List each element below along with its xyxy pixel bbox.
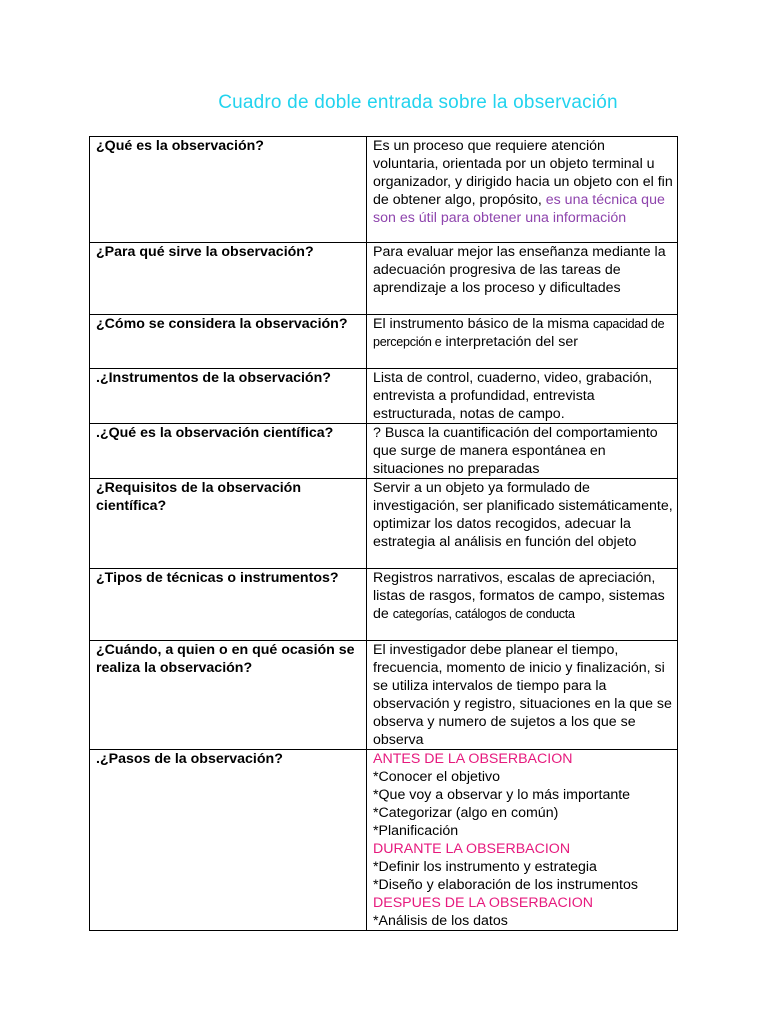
question-cell: .¿Instrumentos de la observación? bbox=[90, 369, 367, 424]
answer-cell bbox=[367, 750, 678, 931]
question-cell: .¿Qué es la observación científica? bbox=[90, 424, 367, 479]
answer-small-text: categorías, catálogos de conducta bbox=[392, 607, 575, 621]
table-row bbox=[90, 369, 678, 424]
table-row bbox=[90, 479, 678, 569]
question-cell: .¿Pasos de la observación? bbox=[90, 750, 367, 931]
answer-cell: Para evaluar mejor las enseñanza mediante la adecuación progresiva de las tareas de aprendizaje a los proceso y dificultades bbox=[367, 243, 678, 315]
table-row bbox=[90, 137, 678, 243]
question-cell: ¿Tipos de técnicas o instrumentos? bbox=[90, 569, 367, 641]
answer-cell bbox=[367, 569, 678, 641]
answer-text: El instrumento básico de la misma bbox=[373, 316, 593, 332]
step-heading: DURANTE LA OBSERBACION bbox=[373, 841, 571, 857]
question-cell: ¿Cuándo, a quien o en qué ocasión se realiza la observación? bbox=[90, 641, 367, 750]
step-item: *Que voy a observar y lo más importante bbox=[373, 787, 631, 803]
question-cell: ¿Para qué sirve la observación? bbox=[90, 243, 367, 315]
answer-cell: Lista de control, cuaderno, video, grabación, entrevista a profundidad, entrevista estructurada, notas de campo. bbox=[367, 369, 678, 424]
answer-cell bbox=[367, 315, 678, 369]
answer-highlight: es una técnica que son es útil para obtener una información bbox=[373, 192, 665, 226]
step-heading: DESPUES DE LA OBSERBACION bbox=[373, 895, 593, 911]
step-item: *Diseño y elaboración de los instrumentos bbox=[373, 877, 638, 893]
answer-text: interpretación del ser bbox=[441, 334, 578, 350]
page-title: Cuadro de doble entrada sobre la observación bbox=[218, 92, 618, 113]
table-row bbox=[90, 750, 678, 931]
table-row bbox=[90, 315, 678, 369]
step-item: *Categorizar (algo en común) bbox=[373, 805, 559, 821]
answer-cell bbox=[367, 137, 678, 243]
answer-small-text: capacidad de percepción e bbox=[373, 317, 665, 349]
step-item: *Planificación bbox=[373, 823, 459, 839]
table-row bbox=[90, 569, 678, 641]
answer-cell: Servir a un objeto ya formulado de investigación, ser planificado sistemáticamente, optimizar los datos recogidos, adecuar la estrategia al análisis en función del objeto bbox=[367, 479, 678, 569]
table-row bbox=[90, 641, 678, 750]
double-entry-table bbox=[89, 136, 678, 931]
step-item: *Análisis de los datos bbox=[373, 913, 508, 929]
answer-cell: El investigador debe planear el tiempo, frecuencia, momento de inicio y finalización, si se utiliza intervalos de tiempo para la observación y registro, situaciones en la que se observa y numero de sujetos a los que se observa bbox=[367, 641, 678, 750]
step-heading: ANTES DE LA OBSERBACION bbox=[373, 751, 573, 767]
question-cell: ¿Qué es la observación? bbox=[90, 137, 367, 243]
question-cell: ¿Cómo se considera la observación? bbox=[90, 315, 367, 369]
answer-cell: ? Busca la cuantificación del comportamiento que surge de manera espontánea en situaciones no preparadas bbox=[367, 424, 678, 479]
step-item: *Conocer el objetivo bbox=[373, 769, 500, 785]
table-row bbox=[90, 424, 678, 479]
answer-text: Es un proceso que requiere atención voluntaria, orientada por un objeto terminal u organizador, y dirigido hacia un objeto con el fin de obtener algo, propósito, bbox=[373, 138, 673, 208]
answer-text: Registros narrativos, escalas de apreciación, listas de rasgos, formatos de campo, sistemas de bbox=[373, 570, 665, 622]
table-row bbox=[90, 243, 678, 315]
question-cell: ¿Requisitos de la observación científica? bbox=[90, 479, 367, 569]
step-item: *Definir los instrumento y estrategia bbox=[373, 859, 597, 875]
